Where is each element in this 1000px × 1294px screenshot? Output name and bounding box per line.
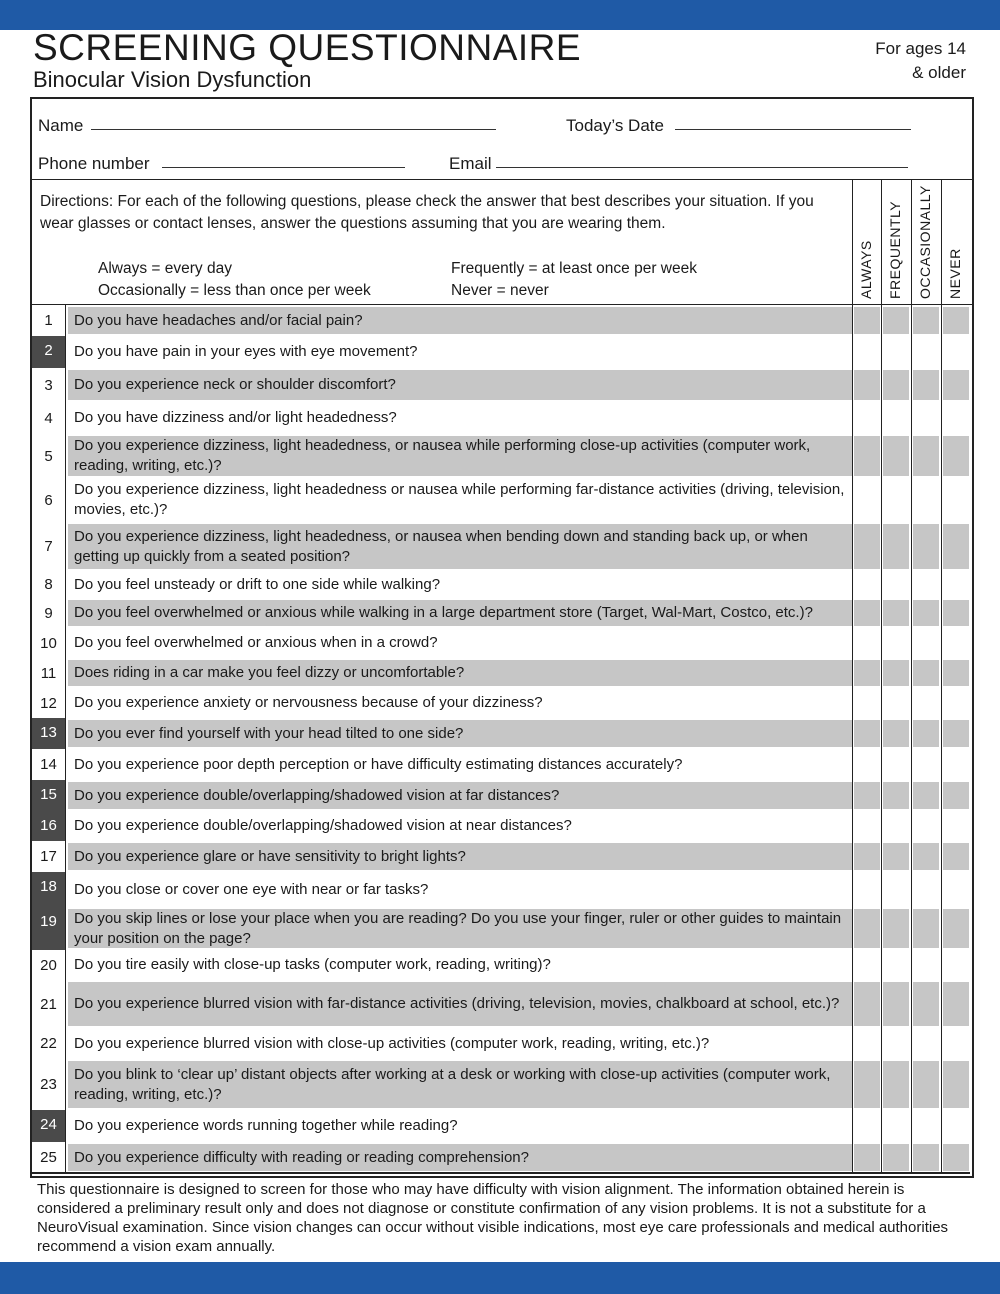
- name-field[interactable]: [91, 129, 496, 130]
- answer-cell-occasionally[interactable]: [913, 782, 939, 809]
- question-text: Do you feel overwhelmed or anxious when in a crowd?: [74, 634, 438, 651]
- question-text: Do you experience words running together while reading?: [74, 1117, 458, 1134]
- question-row: [32, 336, 970, 368]
- question-text: Do you feel overwhelmed or anxious while walking in a large department store (Target, Wal-Mart, Costco, etc.)?: [68, 600, 853, 626]
- answer-cell-never[interactable]: [943, 843, 969, 870]
- col-label-frequently: FREQUENTLY: [887, 200, 903, 299]
- answer-cell-never[interactable]: [943, 874, 969, 905]
- question-number: 1: [32, 305, 66, 336]
- question-row: [32, 571, 970, 598]
- question-text: Does riding in a car make you feel dizzy or uncomfortable?: [68, 660, 853, 686]
- answer-cell-never[interactable]: [943, 690, 969, 716]
- answer-cell-frequently[interactable]: [883, 573, 909, 596]
- answer-cell-never[interactable]: [943, 600, 969, 626]
- answer-cell-occasionally[interactable]: [913, 751, 939, 778]
- answer-cell-always[interactable]: [854, 524, 880, 569]
- answer-cell-always[interactable]: [854, 1112, 880, 1140]
- answer-cell-never[interactable]: [943, 909, 969, 948]
- name-label: Name: [38, 116, 84, 135]
- question-row: [32, 688, 970, 718]
- email-field[interactable]: [496, 167, 908, 168]
- question-text: Do you experience dizziness, light headedness, or nausea when bending down and standing back up, or when getting up quickly from a seated position?: [68, 524, 853, 569]
- answer-cell-always[interactable]: [854, 660, 880, 686]
- answer-cell-never[interactable]: [943, 630, 969, 656]
- answer-cell-occasionally[interactable]: [913, 952, 939, 978]
- question-text: Do you ever find yourself with your head tilted to one side?: [68, 720, 853, 747]
- answer-cell-always[interactable]: [854, 1144, 880, 1171]
- answer-cell-always[interactable]: [854, 573, 880, 596]
- page-subtitle: Binocular Vision Dysfunction: [33, 67, 312, 92]
- answer-cell-occasionally[interactable]: [913, 982, 939, 1026]
- question-text: Do you blink to ‘clear up’ distant objects after working at a desk or working with close-up activities (computer work, reading, writing, etc.)?: [68, 1061, 853, 1108]
- col-head-occasionally: [911, 180, 941, 305]
- answer-cell-frequently[interactable]: [883, 404, 909, 432]
- answer-cell-never[interactable]: [943, 436, 969, 476]
- answer-cell-occasionally[interactable]: [913, 524, 939, 569]
- answer-cell-occasionally[interactable]: [913, 843, 939, 870]
- age-note: [806, 37, 966, 85]
- question-number: 11: [32, 658, 66, 688]
- def-frequently: Frequently = at least once per week: [451, 260, 697, 277]
- bottom-color-band: [0, 1262, 1000, 1294]
- answer-cell-never[interactable]: [943, 660, 969, 686]
- def-occasionally: Occasionally = less than once per week: [98, 282, 371, 299]
- answer-cell-occasionally[interactable]: [913, 1030, 939, 1057]
- answer-cell-frequently[interactable]: [883, 1061, 909, 1108]
- answer-cell-frequently[interactable]: [883, 370, 909, 400]
- answer-cell-always[interactable]: [854, 874, 880, 905]
- answer-cell-frequently[interactable]: [883, 782, 909, 809]
- answer-cell-always[interactable]: [854, 370, 880, 400]
- answer-cell-frequently[interactable]: [883, 600, 909, 626]
- question-row: [32, 1142, 970, 1173]
- answer-cell-occasionally[interactable]: [913, 690, 939, 716]
- answer-cell-never[interactable]: [943, 813, 969, 839]
- question-row: [32, 522, 970, 571]
- question-text: Do you experience glare or have sensitivity to bright lights?: [68, 843, 853, 870]
- question-number: 14: [32, 749, 66, 780]
- answer-cell-never[interactable]: [943, 1112, 969, 1140]
- answer-cell-occasionally[interactable]: [913, 573, 939, 596]
- phone-field[interactable]: [162, 167, 405, 168]
- answer-cell-never[interactable]: [943, 782, 969, 809]
- col-head-always: [852, 180, 882, 305]
- question-number: 9: [32, 598, 66, 628]
- answer-cell-always[interactable]: [854, 952, 880, 978]
- answer-cell-always[interactable]: [854, 338, 880, 366]
- question-row: [32, 841, 970, 872]
- question-text: Do you experience blurred vision with far-distance activities (driving, television, movies, chalkboard at school, etc.)?: [68, 982, 853, 1026]
- answer-cell-frequently[interactable]: [883, 630, 909, 656]
- question-number: 20: [32, 950, 66, 980]
- question-row: [32, 1028, 970, 1059]
- answer-cell-always[interactable]: [854, 843, 880, 870]
- question-row: [32, 811, 970, 841]
- answer-cell-never[interactable]: [943, 307, 969, 334]
- def-never: Never = never: [451, 282, 549, 299]
- col-label-occasionally: OCCASIONALLY: [917, 185, 933, 299]
- question-row: [32, 658, 970, 688]
- answer-cell-always[interactable]: [854, 690, 880, 716]
- answer-cell-occasionally[interactable]: [913, 660, 939, 686]
- answer-cell-never[interactable]: [943, 524, 969, 569]
- answer-cell-always[interactable]: [854, 813, 880, 839]
- question-text: Do you experience blurred vision with close-up activities (computer work, reading, writing, etc.)?: [74, 1034, 710, 1052]
- question-row: [32, 907, 970, 950]
- answer-cell-frequently[interactable]: [883, 1030, 909, 1057]
- question-text: Do you experience difficulty with reading or reading comprehension?: [68, 1144, 853, 1171]
- phone-label: Phone number: [38, 154, 150, 173]
- answer-cell-always[interactable]: [854, 630, 880, 656]
- col-head-never: [941, 180, 971, 305]
- question-number: 24: [32, 1110, 66, 1142]
- question-text: Do you skip lines or lose your place when you are reading? Do you use your finger, ruler or other guides to maintain your position on the page?: [68, 909, 853, 948]
- answer-cell-always[interactable]: [854, 1030, 880, 1057]
- answer-cell-frequently[interactable]: [883, 480, 909, 520]
- answer-cell-always[interactable]: [854, 404, 880, 432]
- answer-cell-frequently[interactable]: [883, 1112, 909, 1140]
- question-text: Do you experience dizziness, light headedness, or nausea while performing close-up activities (computer work, reading, writing, etc.)?: [68, 436, 853, 476]
- answer-cell-occasionally[interactable]: [913, 874, 939, 905]
- header-divider: [32, 179, 972, 180]
- question-row: [32, 718, 970, 749]
- col-divider: [911, 305, 912, 1174]
- answer-cell-always[interactable]: [854, 480, 880, 520]
- answer-cell-occasionally[interactable]: [913, 909, 939, 948]
- answer-cell-frequently[interactable]: [883, 952, 909, 978]
- email-label: Email: [449, 154, 492, 173]
- answer-cell-always[interactable]: [854, 982, 880, 1026]
- question-text: Do you experience neck or shoulder discomfort?: [68, 370, 853, 400]
- answer-cell-never[interactable]: [943, 720, 969, 747]
- answer-cell-occasionally[interactable]: [913, 1061, 939, 1108]
- question-number: 10: [32, 628, 66, 658]
- answer-cell-never[interactable]: [943, 404, 969, 432]
- answer-cell-always[interactable]: [854, 782, 880, 809]
- col-divider: [852, 305, 853, 1174]
- question-number: 23: [32, 1059, 66, 1110]
- question-row: [32, 980, 970, 1028]
- answer-cell-always[interactable]: [854, 720, 880, 747]
- question-text: Do you experience dizziness, light headedness or nausea while performing far-distance activities (driving, television, movies, etc.)?: [74, 481, 845, 518]
- answer-cell-occasionally[interactable]: [913, 370, 939, 400]
- answer-cell-frequently[interactable]: [883, 751, 909, 778]
- question-number: 6: [32, 478, 66, 522]
- question-number: 18: [32, 872, 66, 907]
- answer-cell-never[interactable]: [943, 370, 969, 400]
- top-color-band: [0, 0, 1000, 30]
- col-label-never: NEVER: [947, 248, 963, 299]
- col-divider: [881, 305, 882, 1174]
- answer-cell-occasionally[interactable]: [913, 338, 939, 366]
- answer-cell-frequently[interactable]: [883, 1144, 909, 1171]
- answer-cell-always[interactable]: [854, 600, 880, 626]
- question-row: [32, 950, 970, 980]
- answer-cell-occasionally[interactable]: [913, 600, 939, 626]
- age-note-line2: & older: [912, 63, 966, 82]
- date-field[interactable]: [675, 129, 911, 130]
- question-text: Do you experience double/overlapping/shadowed vision at far distances?: [68, 782, 853, 809]
- answer-cell-occasionally[interactable]: [913, 1112, 939, 1140]
- answer-cell-never[interactable]: [943, 1030, 969, 1057]
- def-always: Always = every day: [98, 260, 232, 277]
- question-text: Do you close or cover one eye with near or far tasks?: [74, 880, 429, 898]
- question-number: 5: [32, 434, 66, 478]
- answer-cell-never[interactable]: [943, 1061, 969, 1108]
- question-number: 15: [32, 780, 66, 811]
- question-text: Do you have pain in your eyes with eye movement?: [74, 343, 418, 360]
- question-text: Do you experience poor depth perception or have difficulty estimating distances accurately?: [74, 755, 683, 773]
- question-number: 2: [32, 336, 66, 368]
- question-row: [32, 628, 970, 658]
- col-head-frequently: [881, 180, 911, 305]
- answer-cell-frequently[interactable]: [883, 843, 909, 870]
- answer-cell-frequently[interactable]: [883, 307, 909, 334]
- question-number: 12: [32, 688, 66, 718]
- answer-cell-occasionally[interactable]: [913, 1144, 939, 1171]
- answer-cell-frequently[interactable]: [883, 874, 909, 905]
- directions-text: Directions: For each of the following questions, please check the answer that best describes your situation. If you wear glasses or contact lenses, answer the questions assuming that you are wearing them.: [40, 193, 814, 232]
- question-row: [32, 305, 970, 336]
- question-number: 8: [32, 571, 66, 598]
- answer-cell-always[interactable]: [854, 751, 880, 778]
- answer-cell-never[interactable]: [943, 1144, 969, 1171]
- answer-cell-frequently[interactable]: [883, 813, 909, 839]
- question-text: Do you tire easily with close-up tasks (computer work, reading, writing)?: [74, 956, 551, 973]
- question-row: [32, 1059, 970, 1110]
- question-number: 16: [32, 811, 66, 841]
- answer-cell-occasionally[interactable]: [913, 630, 939, 656]
- answer-cell-never[interactable]: [943, 952, 969, 978]
- answer-cell-occasionally[interactable]: [913, 436, 939, 476]
- question-row: [32, 749, 970, 780]
- answer-cell-never[interactable]: [943, 573, 969, 596]
- answer-cell-always[interactable]: [854, 1061, 880, 1108]
- age-note-line1: For ages 14: [875, 39, 966, 58]
- question-number: 13: [32, 718, 66, 749]
- question-row: [32, 1110, 970, 1142]
- question-number: 3: [32, 368, 66, 402]
- question-text: Do you have headaches and/or facial pain?: [68, 307, 853, 334]
- answer-cell-occasionally[interactable]: [913, 480, 939, 520]
- question-row: [32, 872, 970, 907]
- answer-cell-frequently[interactable]: [883, 338, 909, 366]
- answer-cell-occasionally[interactable]: [913, 307, 939, 334]
- question-row: [32, 598, 970, 628]
- question-text: Do you experience anxiety or nervousness because of your dizziness?: [74, 694, 543, 711]
- answer-cell-occasionally[interactable]: [913, 720, 939, 747]
- col-label-always: ALWAYS: [858, 240, 874, 299]
- answer-cell-always[interactable]: [854, 909, 880, 948]
- question-number: 25: [32, 1142, 66, 1173]
- answer-cell-never[interactable]: [943, 982, 969, 1026]
- question-number: 19: [32, 907, 66, 950]
- question-number: 22: [32, 1028, 66, 1059]
- question-row: [32, 368, 970, 402]
- question-row: [32, 478, 970, 522]
- question-text: Do you feel unsteady or drift to one side while walking?: [74, 575, 441, 593]
- answer-cell-never[interactable]: [943, 480, 969, 520]
- question-row: [32, 402, 970, 434]
- answer-cell-frequently[interactable]: [883, 909, 909, 948]
- answer-cell-frequently[interactable]: [883, 524, 909, 569]
- question-text: Do you have dizziness and/or light headedness?: [74, 409, 397, 426]
- answer-cell-frequently[interactable]: [883, 720, 909, 747]
- question-number: 17: [32, 841, 66, 872]
- answer-cell-frequently[interactable]: [883, 982, 909, 1026]
- answer-cell-frequently[interactable]: [883, 690, 909, 716]
- answer-cell-never[interactable]: [943, 338, 969, 366]
- answer-cell-always[interactable]: [854, 307, 880, 334]
- table-bottom-border: [32, 1172, 970, 1174]
- page-title: SCREENING QUESTIONNAIRE: [33, 27, 582, 68]
- question-row: [32, 780, 970, 811]
- question-number: 4: [32, 402, 66, 434]
- answer-cell-frequently[interactable]: [883, 660, 909, 686]
- col-divider: [941, 305, 942, 1174]
- question-text: Do you experience double/overlapping/shadowed vision at near distances?: [74, 817, 572, 834]
- answer-cell-never[interactable]: [943, 751, 969, 778]
- disclaimer-text: This questionnaire is designed to screen for those who may have difficulty with vision alignment. The information obtained herein is considered a preliminary result only and does not diagnose or constitute confirmation of any vision problems. It is not a substitute for a NeuroVisual examination. Since vision changes can occur without visible indications, most eye care professionals and medical authorities recommend a vision exam annually.: [37, 1181, 949, 1255]
- answer-cell-occasionally[interactable]: [913, 404, 939, 432]
- answer-cell-always[interactable]: [854, 436, 880, 476]
- question-row: [32, 434, 970, 478]
- question-number: 7: [32, 522, 66, 571]
- answer-cell-occasionally[interactable]: [913, 813, 939, 839]
- question-number: 21: [32, 980, 66, 1028]
- answer-cell-frequently[interactable]: [883, 436, 909, 476]
- date-label: Today’s Date: [566, 116, 664, 135]
